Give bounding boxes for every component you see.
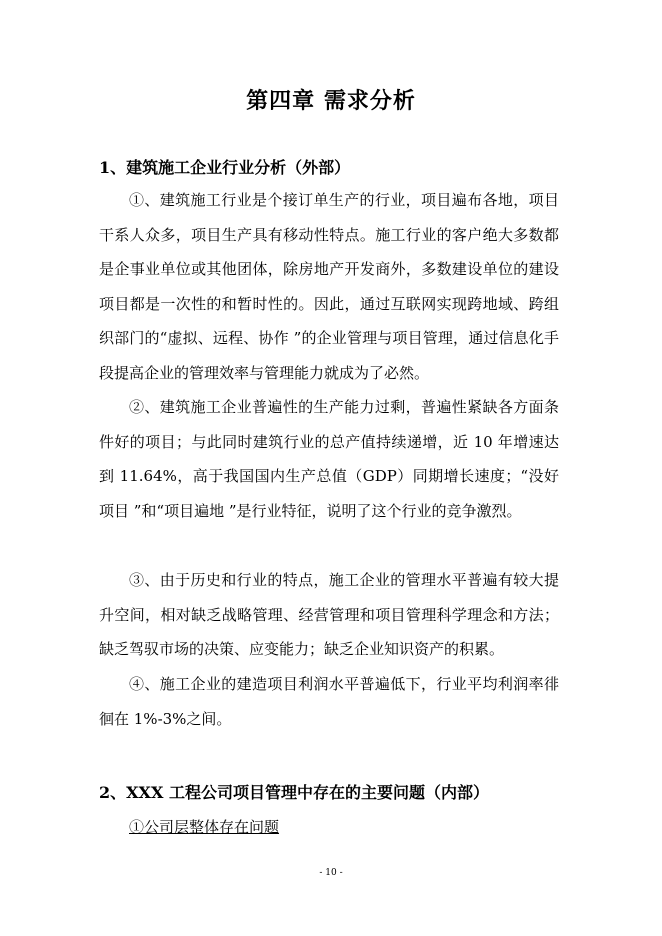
paragraph-1: ①、建筑施工行业是个接订单生产的行业，项目遍布各地，项目干系人众多，项目生产具有移动性特点。施工行业的客户绝大多数都是企事业单位或其他团体，除房地产开发商外，多数建设单位的建设项目都是一次性的和暂时性的。因此，通过互联网实现跨地域、跨组织部门的“虚拟、远程、协作 ”的企业管理与项目管理，通过信息化手段提高企业的管理效率与管理能力就成为了必然。	[99, 191, 559, 382]
paragraph-3: ③、由于历史和行业的特点，施工企业的管理水平普遍有较大提升空间，相对缺乏战略管理、经营管理和项目管理科学理念和方法；缺乏驾驭市场的决策、应变能力；缺乏企业知识资产的积累。	[99, 571, 559, 658]
page-number: - 10 -	[319, 868, 343, 878]
paragraph-4: ④、施工企业的建造项目利润水平普遍低下，行业平均利润率徘徊在 1%-3%之间。	[99, 675, 559, 728]
section-heading-2: 2、XXX 工程公司项目管理中存在的主要问题（内部）	[99, 783, 489, 802]
paragraph-2: ②、建筑施工企业普遍性的生产能力过剩，普遍性紧缺各方面条件好的项目；与此同时建筑行业的总产值持续递增，近 10 年增速达到 11.64%，高于我国国内生产总值（GDP）同期增长速度；“没好项目 ”和“项目遍地 ”是行业特征，说明了这个行业的竞争激烈。	[99, 398, 559, 520]
subheading-company-issues: ①公司层整体存在问题	[129, 818, 280, 836]
chapter-title: 第四章 需求分析	[246, 88, 416, 114]
section-heading-1: 1、建筑施工企业行业分析（外部）	[99, 158, 351, 177]
